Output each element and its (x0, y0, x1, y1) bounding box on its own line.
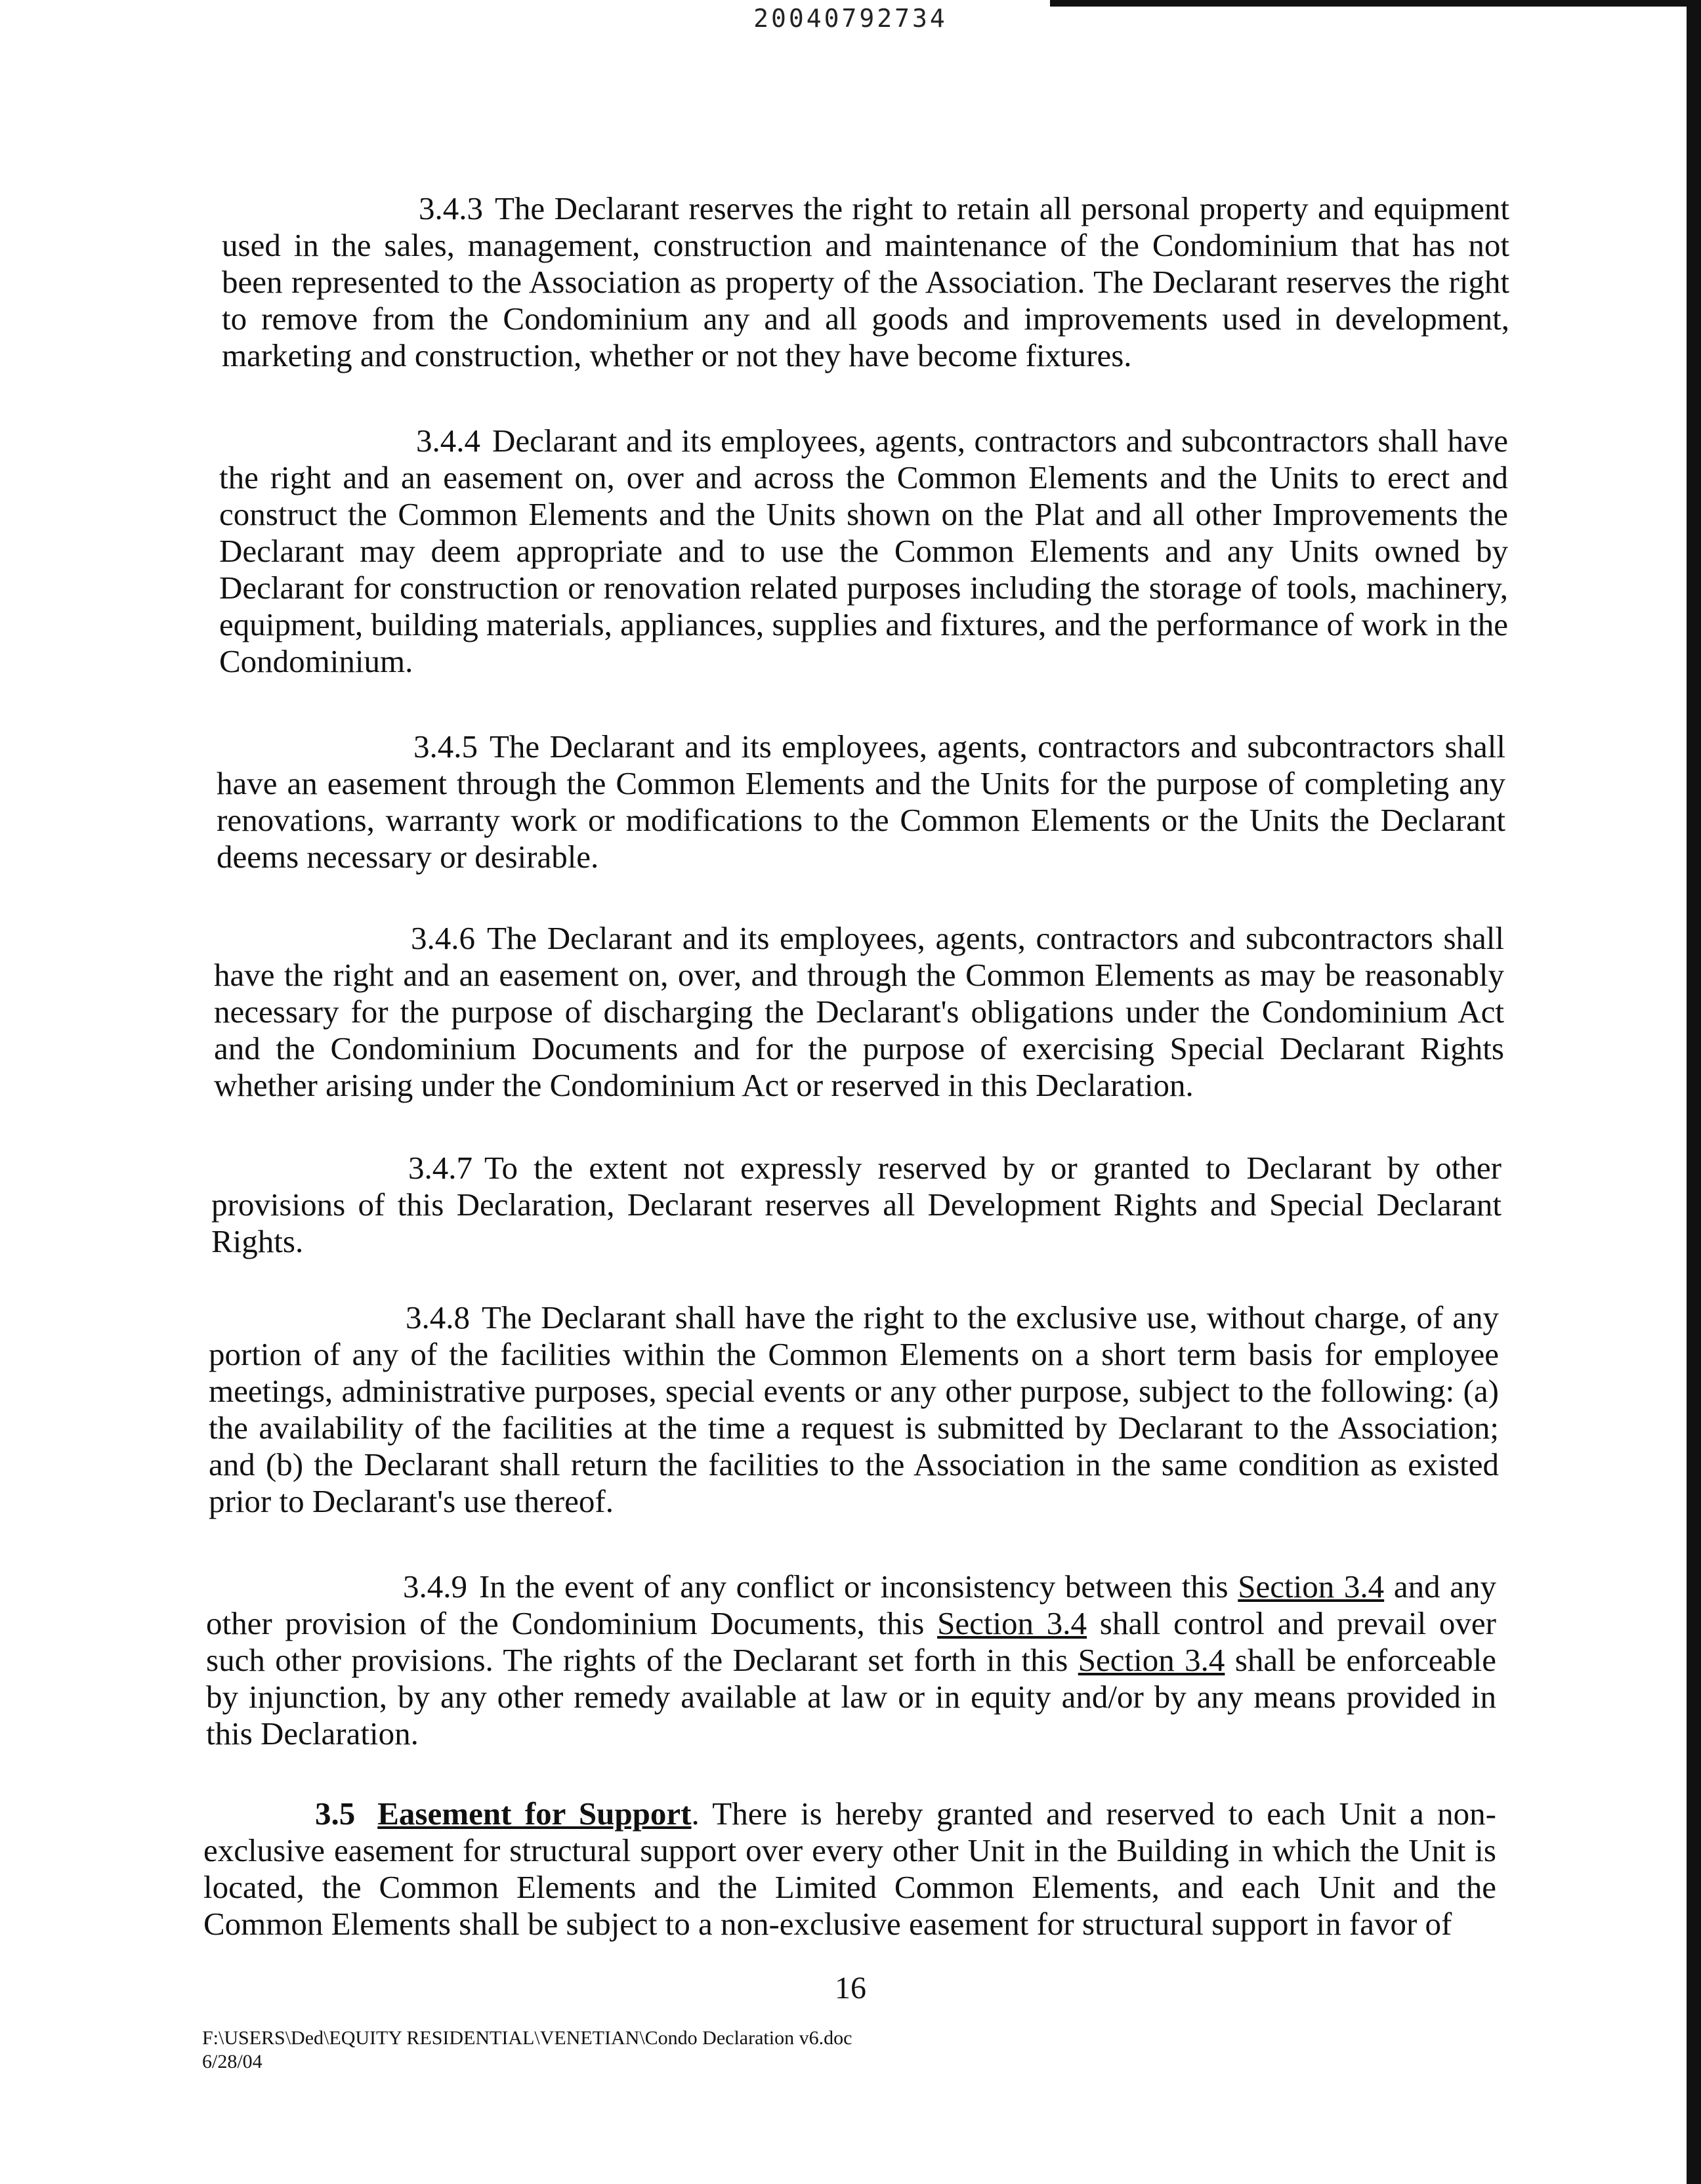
section-number: 3.4.5 (413, 728, 478, 765)
section-number: 3.4.7 (408, 1150, 472, 1186)
section-number: 3.4.8 (406, 1299, 470, 1335)
scan-right-edge (1687, 0, 1701, 2184)
section-text-part-4: shall be enforceable by injunction, by any other remedy available at law or in equity and/or by any means provided in this Declaration. (206, 1642, 1496, 1752)
section-text: Declarant and its employees, agents, contractors and subcontractors shall have the right and an easement on, over and across the Common Elements and the Units to erect and construct the Common Elements and the Units shown on the Plat and all other Improvements the Declarant may deem appropriate and to use the Common Elements and any Units owned by Declarant for construction or renovation related purposes including the storage of tools, machinery, equipment, building materials, appliances, supplies and fixtures, and the performance of work in the Condominium. (219, 423, 1508, 679)
paragraph-3-4-6 (214, 920, 1504, 1104)
section-number: 3.5 (315, 1796, 356, 1832)
paragraph-3-4-7 (211, 1150, 1502, 1260)
section-text: The Declarant reserves the right to retain all personal property and equipment used in the sales, management, construction and maintenance of the Condominium that has not been represented to the Association as property of the Association. The Declarant reserves the right to remove from the Condominium any and all goods and improvements used in development, marketing and construction, whether or not they have become fixtures. (222, 190, 1509, 373)
paragraph-3-4-5 (217, 728, 1505, 875)
section-number: 3.4.9 (403, 1568, 467, 1605)
paragraph-3-4-3 (222, 190, 1509, 374)
paragraph-3-4-4 (219, 423, 1508, 680)
section-text: There is hereby granted and reserved to each Unit a non-exclusive easement for structural support over every other Unit in the Building in which the Unit is located, the Common Elements and the Limited Common Elements, and each Unit and the Common Elements shall be subject to a non-exclusive easement for structural support in favor of (203, 1796, 1496, 1942)
page-number: 16 (835, 1971, 866, 2006)
section-number: 3.4.4 (416, 423, 480, 459)
section-text-part-1: In the event of any conflict or inconsistency between this (479, 1568, 1238, 1605)
section-text: The Declarant and its employees, agents, contractors and subcontractors shall have the right and an easement on, over, and through the Common Elements as may be reasonably necessary for the purpose of discharging the Declarant's obligations under the Condominium Act and the Condominium Documents and for the purpose of exercising Special Declarant Rights whether arising under the Condominium Act or reserved in this Declaration. (214, 920, 1504, 1103)
section-number: 3.4.3 (419, 190, 483, 226)
paragraph-3-4-8 (209, 1299, 1499, 1520)
footer-file-path: F:\USERS\Ded\EQUITY RESIDENTIAL\VENETIAN\Condo Declaration v6.doc (202, 2027, 852, 2049)
section-heading: Easement for Support (377, 1796, 692, 1832)
heading-period: . (691, 1796, 700, 1832)
section-text-part-3: shall control and prevail over such other provisions. The rights of the Declarant set forth in this (206, 1605, 1496, 1678)
paragraph-3-4-9 (206, 1568, 1496, 1752)
section-reference: Section 3.4 (937, 1605, 1087, 1641)
document-number: 20040792734 (753, 4, 948, 33)
section-text: The Declarant and its employees, agents, contractors and subcontractors shall have an easement through the Common Elements and the Units for the purpose of completing any renovations, warranty work or modifications to the Common Elements or the Units the Declarant deems necessary or desirable. (217, 728, 1505, 875)
section-text-part-2: and any other provision of the Condominium Documents, this (206, 1568, 1497, 1641)
footer-date: 6/28/04 (202, 2051, 262, 2072)
section-text: To the extent not expressly reserved by or granted to Declarant by other provisions of this Declaration, Declarant reserves all Development Rights and Special Declarant Rights. (211, 1150, 1502, 1259)
section-reference: Section 3.4 (1078, 1642, 1225, 1678)
section-text: The Declarant shall have the right to the exclusive use, without charge, of any portion of any of the facilities within the Common Elements on a short term basis for employee meetings, administrative purposes, special events or any other purpose, subject to the following: (a) the availability of the facilities at the time a request is submitted by Declarant to the Association; and (b) the Declarant shall return the facilities to the Association in the same condition as existed prior to Declarant's use thereof. (209, 1299, 1499, 1519)
paragraph-3-5 (203, 1796, 1496, 1942)
section-reference: Section 3.4 (1238, 1568, 1385, 1605)
section-number: 3.4.6 (411, 920, 475, 956)
